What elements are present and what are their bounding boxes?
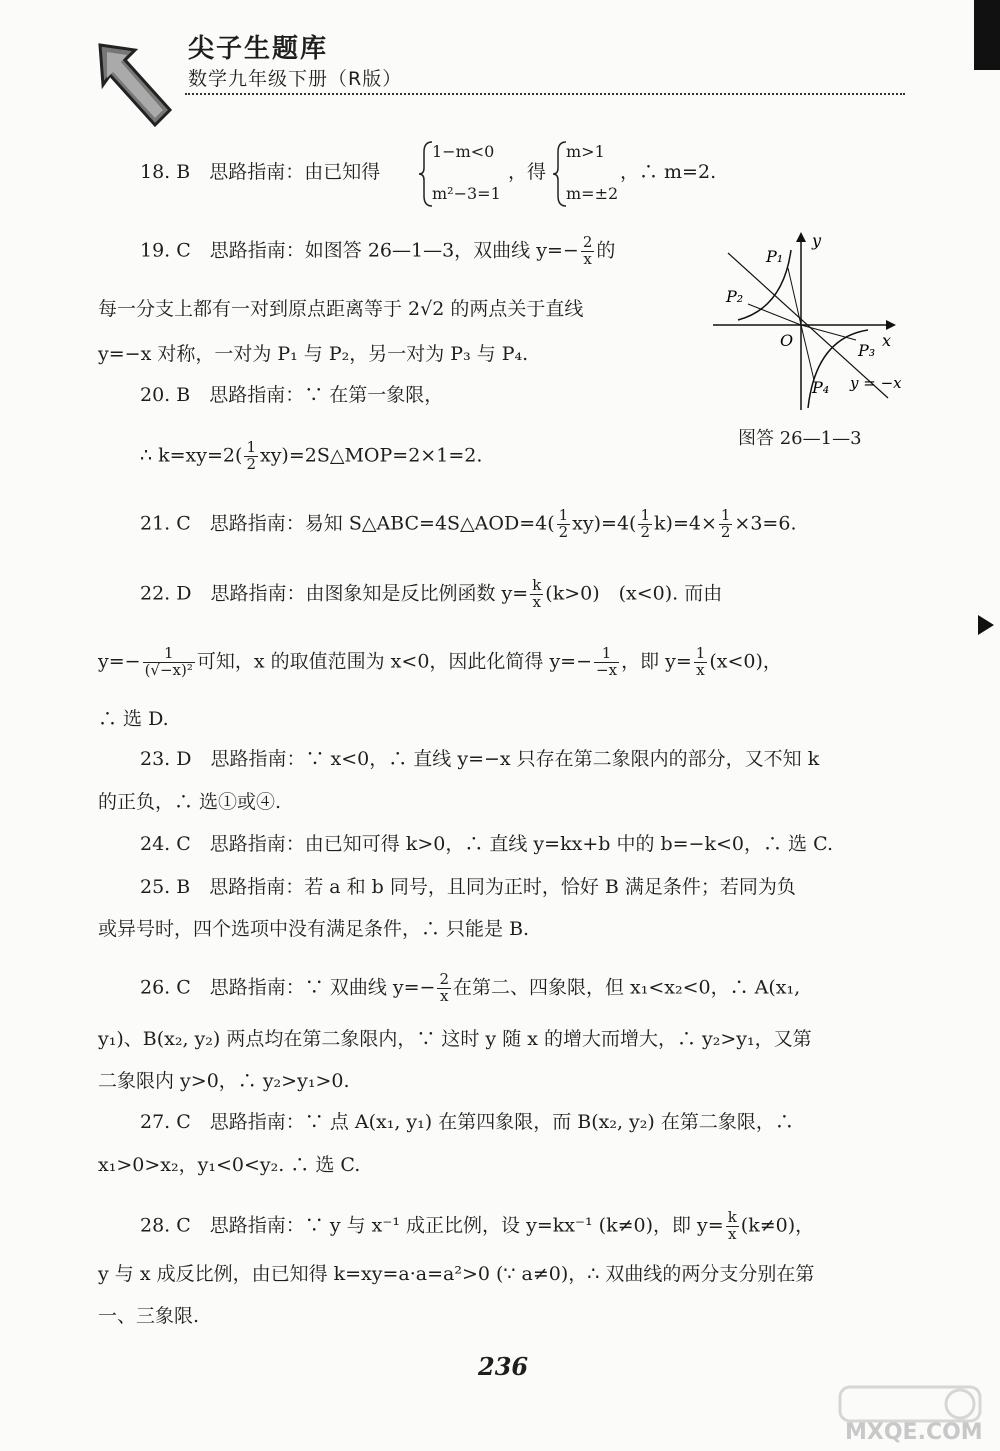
fraction: $\frac{k}{x}$ [727, 1208, 737, 1243]
fraction: $\frac{1}{2}$ [720, 506, 731, 541]
q22-line2: y=− $\frac{1}{\text{(√−x)²}}$ 可知，x 的取值范围为 x<0，因此化简得 y=− $\frac{1}{-x}$ ，即 y= $\frac{1}{x}$ (x<0)， [98, 644, 782, 679]
q26-line2: y₁)、B(x₂, y₂) 两点均在第二象限内，∵ 这时 y 随 x 的增大而增大，∴ y₂>y₁，又第 [98, 1028, 812, 1050]
q19-line2: 每一分支上都有一对到原点距离等于 2√2 的两点关于直线 [98, 298, 584, 320]
fraction: $\frac{2}{x}$ [439, 970, 449, 1005]
q18-system2-bottom: m=±2 [566, 184, 619, 203]
page-number: 236 [478, 1352, 529, 1381]
page-edge-tab [974, 0, 1000, 70]
q18-system1-bottom: m²−3=1 [432, 184, 501, 203]
label-p3: P₃ [858, 341, 876, 360]
hyperbola-figure [708, 228, 913, 418]
q26-line3: 二象限内 y>0，∴ y₂>y₁>0. [98, 1070, 350, 1092]
arrow-logo-icon [95, 40, 175, 130]
q18-mid: ，得 [508, 161, 547, 183]
figure-caption: 图答 26—1—3 [738, 428, 862, 449]
q23-line2: 的正负，∴ 选①或④. [98, 791, 282, 813]
q25-line1: 25. B 思路指南：若 a 和 b 同号，且同为正时，恰好 B 满足条件；若同为负 [140, 876, 796, 898]
q24-line: 24. C 思路指南：由已知可得 k>0，∴ 直线 y=kx+b 中的 b=−k<0，∴ 选 C. [140, 833, 833, 855]
fraction: $\frac{2}{x}$ [582, 233, 593, 268]
label-p2: P₂ [726, 287, 744, 306]
q18-system1-top: 1−m<0 [432, 142, 495, 161]
book-subtitle: 数学九年级下册（R版） [188, 68, 403, 90]
q27-line1: 27. C 思路指南：∵ 点 A(x₁, y₁) 在第四象限，而 B(x₂, y₂) 在第二象限，∴ [140, 1111, 794, 1133]
page-marker-icon [978, 615, 994, 635]
q22-line1: 22. D 思路指南：由图象知是反比例函数 y= $\frac{k}{x}$ (k>0) (x<0). 而由 [140, 576, 723, 611]
q18-end: ，∴ m=2. [620, 161, 717, 183]
q27-line2: x₁>0>x₂，y₁<0<y₂. ∴ 选 C. [98, 1154, 361, 1176]
header-divider [185, 93, 905, 95]
book-title: 尖子生题库 [188, 34, 329, 64]
q19-line3: y=−x 对称，一对为 P₁ 与 P₂，另一对为 P₃ 与 P₄. [98, 343, 529, 365]
fraction: $\frac{1}{-x}$ [596, 644, 618, 679]
q18-line: 18. B 思路指南：由已知得 [140, 161, 381, 183]
label-p4: P₄ [812, 378, 830, 397]
q28-line3: 一、三象限. [98, 1305, 200, 1327]
label-line: y = −x [850, 374, 902, 392]
q26-line1: 26. C 思路指南：∵ 双曲线 y=− $\frac{2}{x}$ 在第二、四象限，但 x₁<x₂<0，∴ A(x₁, [140, 970, 801, 1005]
label-x-axis: x [882, 331, 892, 350]
q21-line: 21. C 思路指南：易知 S△ABC=4S△AOD=4( $\frac{1}{2}$ xy)=4( $\frac{1}{2}$ k)=4× $\frac{1}{2}$ ×3=6. [140, 506, 797, 541]
fraction: $\frac{1}{2}$ [640, 506, 651, 541]
label-origin: O [780, 331, 794, 350]
q22-line3: ∴ 选 D. [98, 708, 169, 730]
fraction: $\frac{1}{x}$ [695, 644, 706, 679]
label-y-axis: y [812, 231, 822, 250]
q25-line2: 或异号时，四个选项中没有满足条件，∴ 只能是 B. [98, 918, 530, 940]
q28-line2: y 与 x 成反比例，由已知得 k=xy=a·a=a²>0 (∵ a≠0)，∴ 双曲线的两分支分别在第 [98, 1263, 815, 1285]
q23-line1: 23. D 思路指南：∵ x<0，∴ 直线 y=−x 只存在第二象限内的部分，又不知 k [140, 748, 820, 770]
q28-line1: 28. C 思路指南：∵ y 与 x⁻¹ 成正比例，设 y=kx⁻¹ (k≠0)，即 y= $\frac{k}{x}$ (k≠0)， [140, 1208, 815, 1243]
fraction: $\frac{k}{x}$ [532, 576, 542, 611]
q18-system2-top: m>1 [566, 142, 605, 161]
fraction: $\frac{1}{\text{(√−x)²}}$ [144, 644, 193, 679]
label-p1: P₁ [766, 247, 784, 266]
fraction: $\frac{1}{2}$ [558, 506, 569, 541]
q20-line1: 20. B 思路指南：∵ 在第一象限， [140, 384, 444, 406]
fraction: $\frac{1}{2}$ [246, 438, 256, 473]
watermark-text: MXQE.COM [845, 1420, 983, 1445]
q20-line2: ∴ k=xy=2( $\frac{1}{2}$ xy)=2S△MOP=2×1=2. [140, 438, 483, 473]
q19-line1: 19. C 思路指南：如图答 26—1—3，双曲线 y=− $\frac{2}{x}$ 的 [140, 233, 616, 268]
